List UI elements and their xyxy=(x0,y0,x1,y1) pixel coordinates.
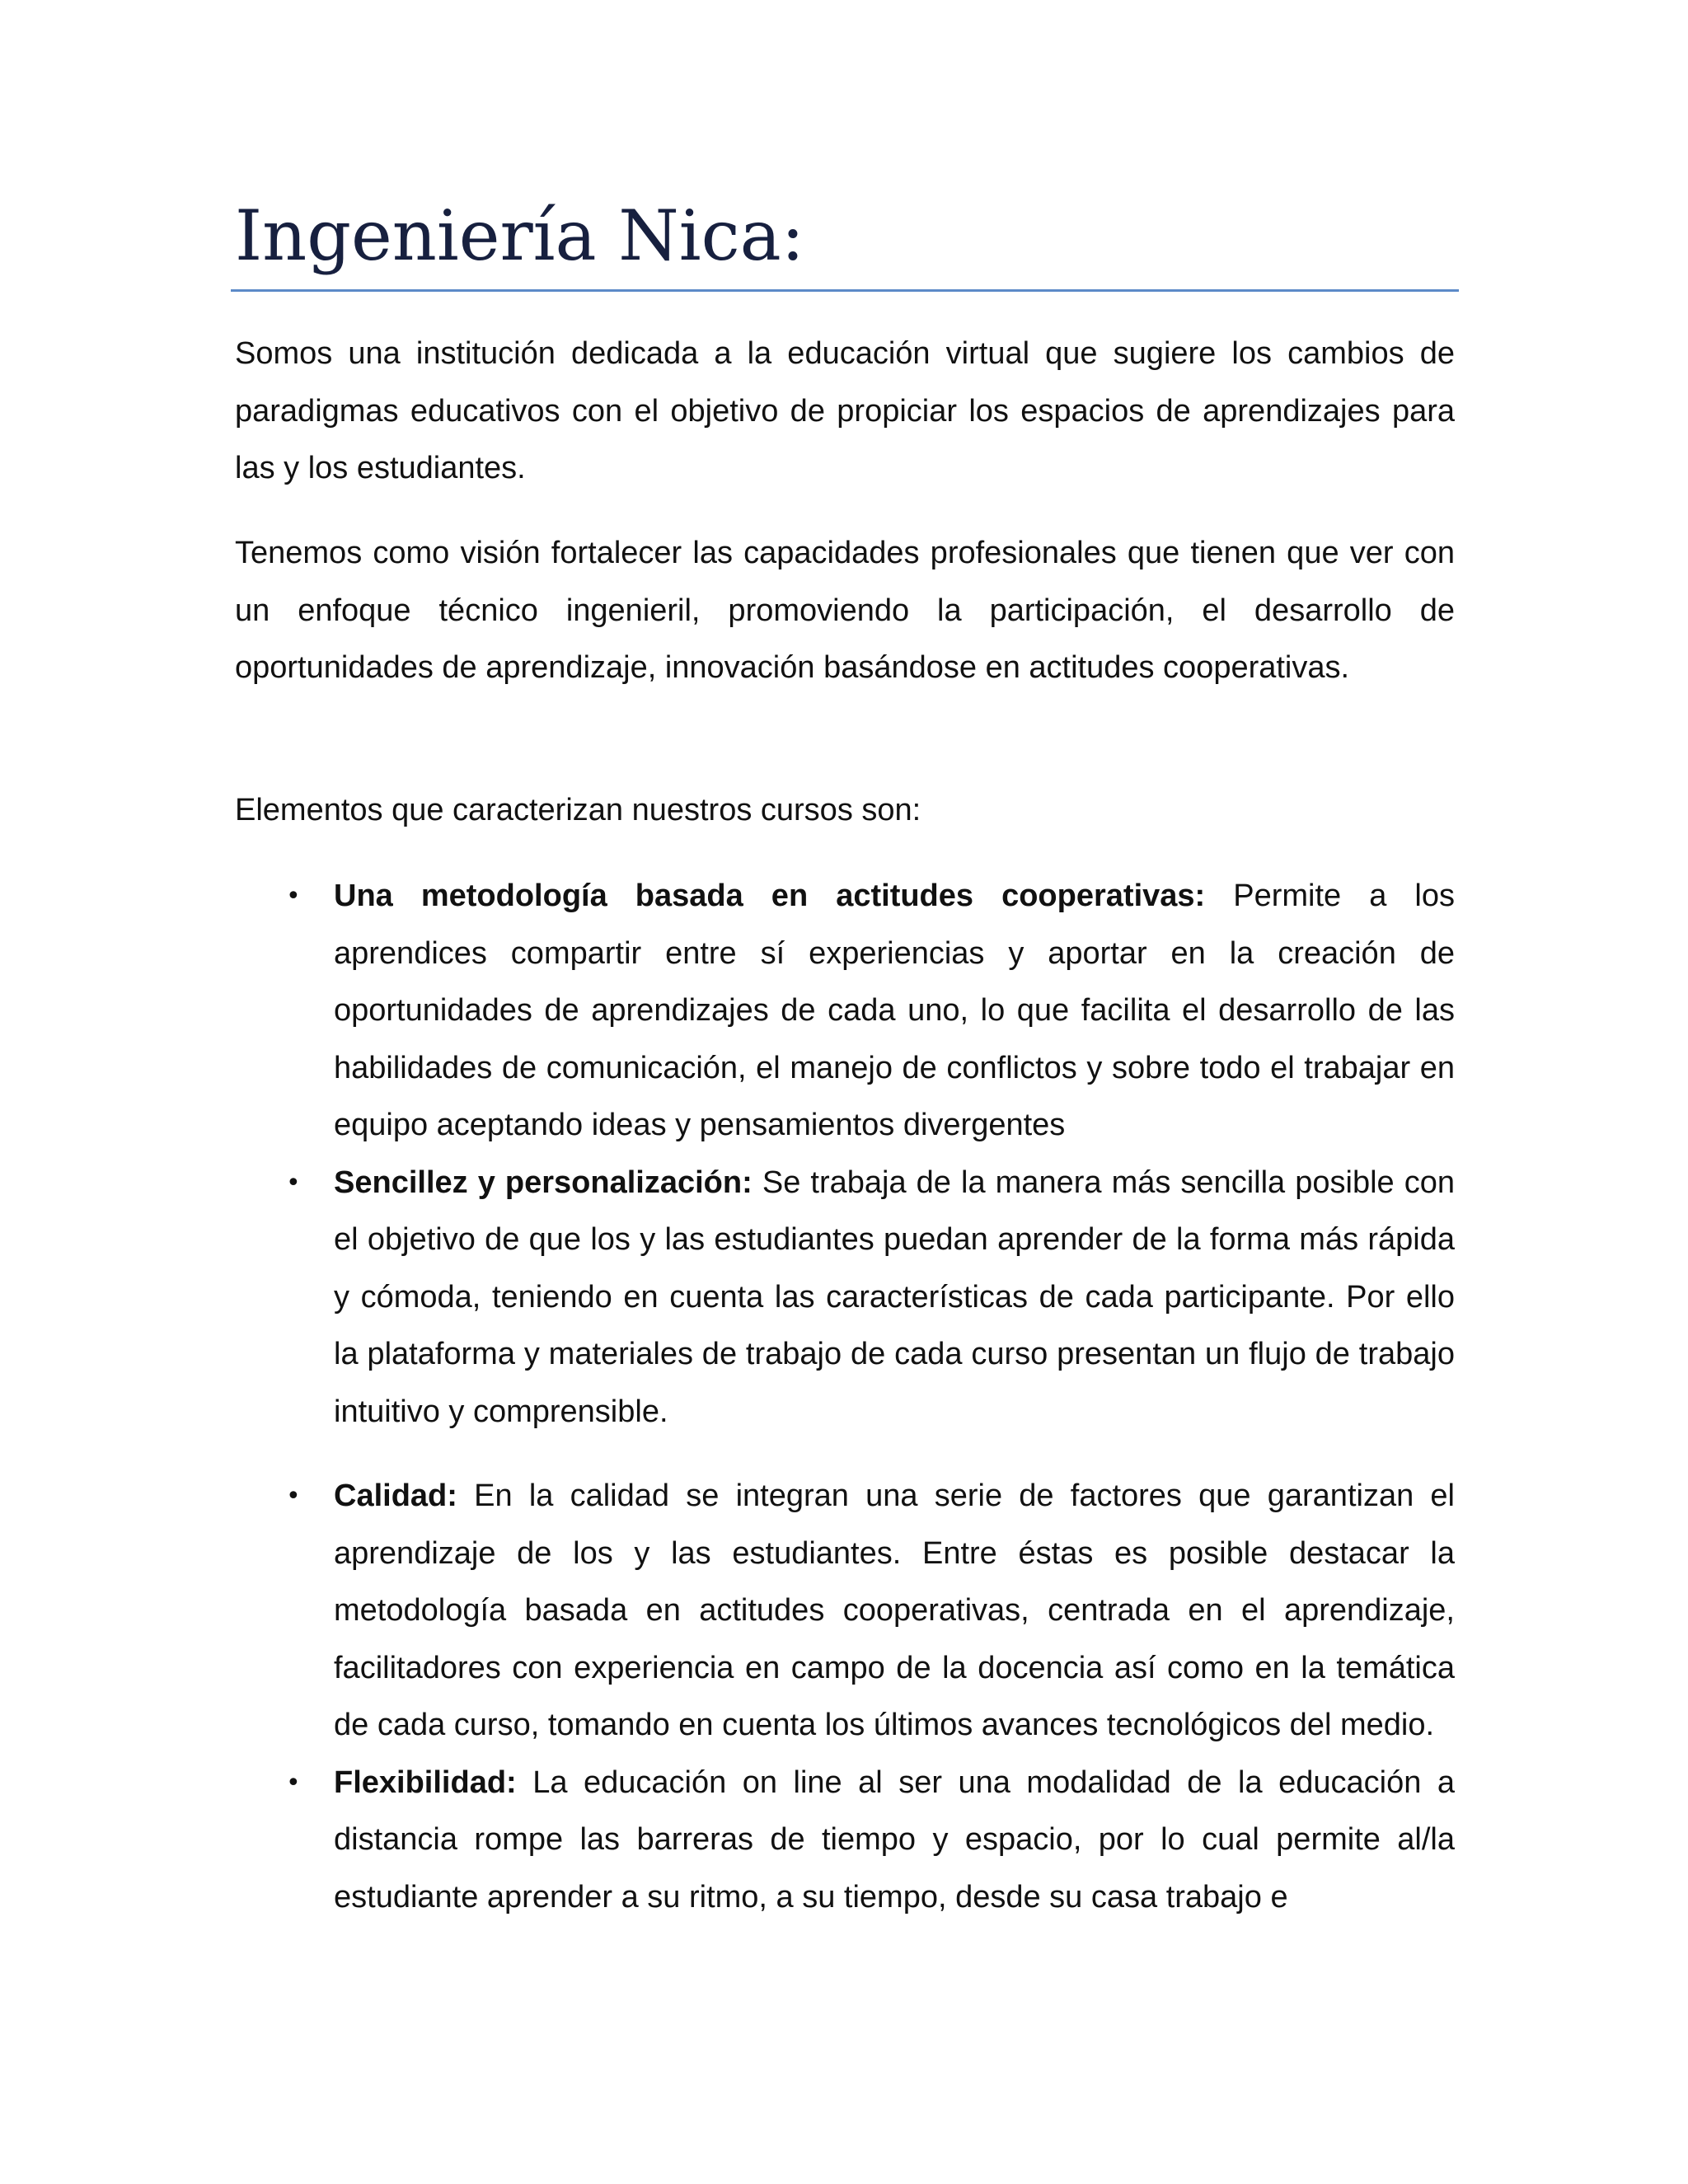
bullet-icon: • xyxy=(286,1768,301,1797)
page-title: Ingeniería Nica: xyxy=(235,195,805,276)
list-item-quality xyxy=(235,1468,1455,1755)
vision-paragraph: Tenemos como visión fortalecer las capacidades profesionales que tienen que ver con un enfoque técnico ingenieril, promoviendo la participación, el desarrollo de oportunidades de aprendizaje, innovación basándose en actitudes cooperativas. xyxy=(235,536,1455,685)
intro-paragraph: Somos una institución dedicada a la educación virtual que sugiere los cambios de paradigmas educativos con el objetivo de propiciar los espacios de aprendizajes para las y los estudiantes. xyxy=(235,336,1455,485)
bullet-icon: • xyxy=(286,1168,301,1197)
bullet-icon: • xyxy=(286,882,301,911)
title-underline xyxy=(231,289,1459,292)
list-item-description: La educación on line al ser una modalidad de la educación a distancia rompe las barreras de tiempo y espacio, por lo cual permite al/la estudiante aprender a su ritmo, a su tiempo, desde su casa trabajo e xyxy=(334,1765,1455,1915)
list-item-description: Permite a los aprendices compartir entre sí experiencias y aportar en la creación de oportunidades de aprendizajes de cada uno, lo que facilita el desarrollo de las habilidades de comunicación, el manejo de conflictos y sobre todo el trabajar en equipo aceptando ideas y pensamientos divergentes xyxy=(334,879,1455,1142)
list-item-flexibility xyxy=(235,1755,1455,1927)
list-item-term: Sencillez y personalización: xyxy=(334,1165,753,1200)
list-item-description: En la calidad se integran una serie de factores que garantizan el aprendizaje de los y las estudiantes. Entre éstas es posible destacar la metodología basada en actitudes cooperativas, centrada en el aprendizaje, facilitadores con experiencia en campo de la docencia así como en la temática de cada curso, tomando en cuenta los últimos avances tecnológicos del medio. xyxy=(334,1479,1455,1742)
list-item-methodology xyxy=(235,868,1455,1155)
list-item-description: Se trabaja de la manera más sencilla posible con el objetivo de que los y las estudiantes puedan aprender de la forma más rápida y cómoda, teniendo en cuenta las características de cada participante. Por ello la plataforma y materiales de trabajo de cada curso presentan un flujo de trabajo intuitivo y comprensible. xyxy=(334,1165,1455,1429)
list-item-term: Flexibilidad: xyxy=(334,1765,517,1800)
list-item-text xyxy=(334,1755,1455,1927)
list-item-term: Una metodología basada en actitudes cooperativas: xyxy=(334,879,1206,913)
list-item-text xyxy=(334,1468,1455,1755)
elements-heading-paragraph: Elementos que caracterizan nuestros cursos son: xyxy=(235,793,921,827)
bullet-icon: • xyxy=(286,1482,301,1511)
course-elements-list xyxy=(235,868,1455,1926)
list-item-text xyxy=(334,1155,1455,1441)
list-item-text xyxy=(334,868,1455,1155)
list-item-simplicity xyxy=(235,1155,1455,1441)
list-item-term: Calidad: xyxy=(334,1479,457,1513)
